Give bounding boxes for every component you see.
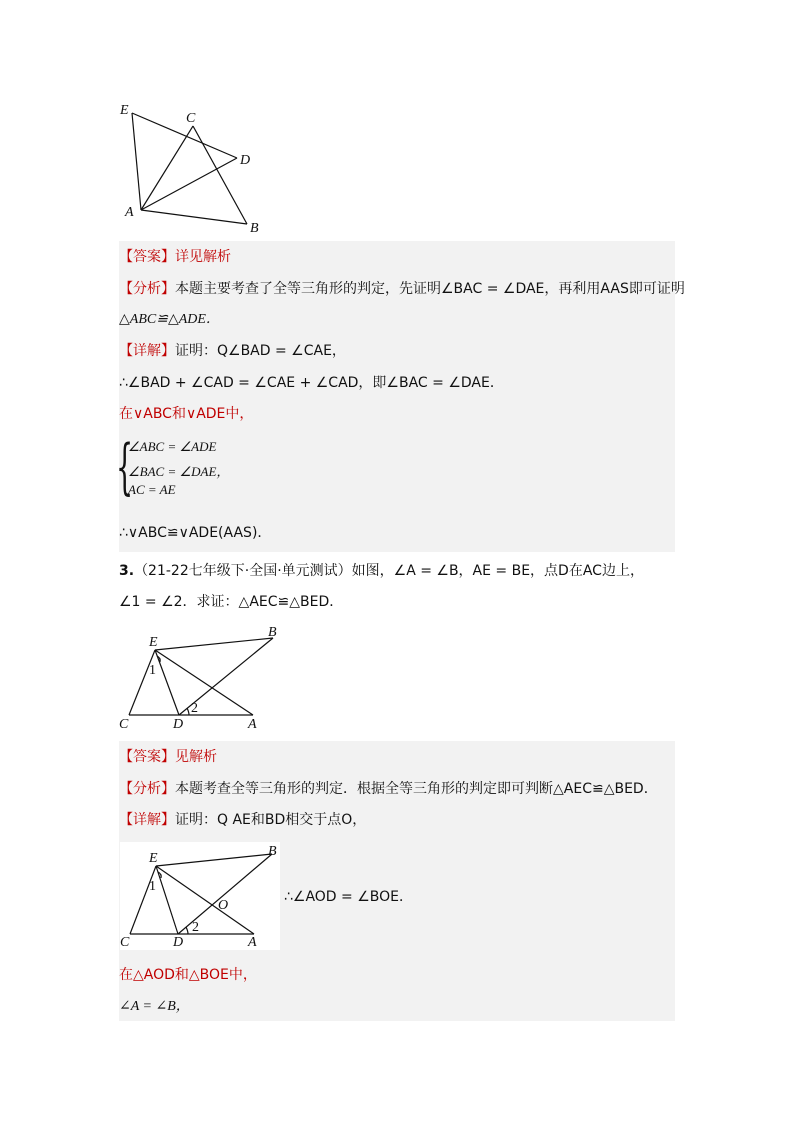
analysis-tag: 【分析】: [119, 781, 175, 797]
step-line-1: ∴∠BAD + ∠CAD = ∠CAE + ∠CAD，即∠BAC = ∠DAE．: [119, 375, 504, 391]
label-B: B: [268, 625, 277, 640]
figure-triangles-abc-ade: [115, 100, 275, 240]
label-A: A: [248, 717, 257, 732]
label-E: E: [149, 851, 158, 866]
question-3-line-1: [119, 561, 673, 581]
answer-tag: 【答案】: [119, 749, 175, 765]
label-D: D: [173, 717, 184, 732]
label-B: B: [250, 221, 259, 236]
conclusion-line-1: ∴∨ABC≌∨ADE(AAS)．: [119, 525, 272, 541]
analysis-line-2: [119, 779, 673, 799]
system-eq-2: ∠BAC = ∠DAE，: [128, 464, 230, 479]
step-line-3: ∠A = ∠B，: [119, 999, 190, 1014]
figure-q3: [115, 622, 285, 734]
figure-q3-with-o: [120, 842, 280, 950]
label-C: C: [119, 717, 129, 732]
beside-figure-text: ∴∠AOD = ∠BOE．: [284, 889, 413, 905]
detail-line-1: [119, 341, 673, 361]
label-B: B: [268, 844, 277, 859]
analysis-line-1: [119, 279, 685, 299]
label-angle-2: 2: [192, 920, 199, 935]
question-3-line-2: ∠1 = ∠2．求证：△AEC≌△BED．: [119, 594, 344, 610]
detail-tag: 【详解】: [119, 812, 175, 828]
label-D: D: [173, 935, 184, 950]
system-eq-1: ∠ABC = ∠ADE: [128, 439, 217, 454]
detail-tag: 【详解】: [119, 343, 175, 359]
analysis-text: 本题考查全等三角形的判定．根据全等三角形的判定即可判断△AEC≌△BED．: [175, 781, 658, 797]
detail-text: 证明：Q AE和BD相交于点O，: [175, 812, 367, 828]
answer-text: 见解析: [175, 749, 217, 765]
label-E: E: [120, 103, 129, 118]
label-A: A: [125, 205, 134, 220]
label-D: D: [240, 153, 251, 168]
system-brace: {: [116, 432, 134, 502]
answer-line-2: [119, 747, 673, 767]
analysis-tag: 【分析】: [119, 281, 175, 297]
question-number: 3.: [119, 563, 135, 579]
system-eq-3: AC = AE: [128, 482, 176, 497]
label-angle-1: 1: [149, 879, 156, 894]
answer-text: 详见解析: [175, 249, 231, 265]
label-O: O: [218, 898, 229, 913]
step-line-2b: 在△AOD和△BOE中，: [119, 967, 257, 983]
answer-tag: 【答案】: [119, 249, 175, 265]
detail-text: 证明：Q∠BAD = ∠CAE，: [175, 343, 346, 359]
question-text-1: （21-22七年级下·全国·单元测试）如图，∠A = ∠B，AE = BE，点D在AC边上，: [134, 563, 644, 579]
step-line-2: 在∨ABC和∨ADE中，: [119, 406, 254, 422]
label-angle-2: 2: [191, 701, 198, 716]
label-C: C: [186, 111, 196, 126]
label-angle-1: 1: [149, 663, 156, 678]
answer-line-1: [119, 247, 673, 267]
analysis-line-1b: △ABC≌△ADE．: [119, 312, 220, 327]
label-E: E: [149, 635, 158, 650]
detail-line-2: [119, 810, 673, 830]
label-C: C: [120, 935, 130, 950]
label-A: A: [248, 935, 257, 950]
analysis-text: 本题主要考查了全等三角形的判定，先证明∠BAC = ∠DAE，再利用AAS即可证明: [175, 281, 685, 297]
